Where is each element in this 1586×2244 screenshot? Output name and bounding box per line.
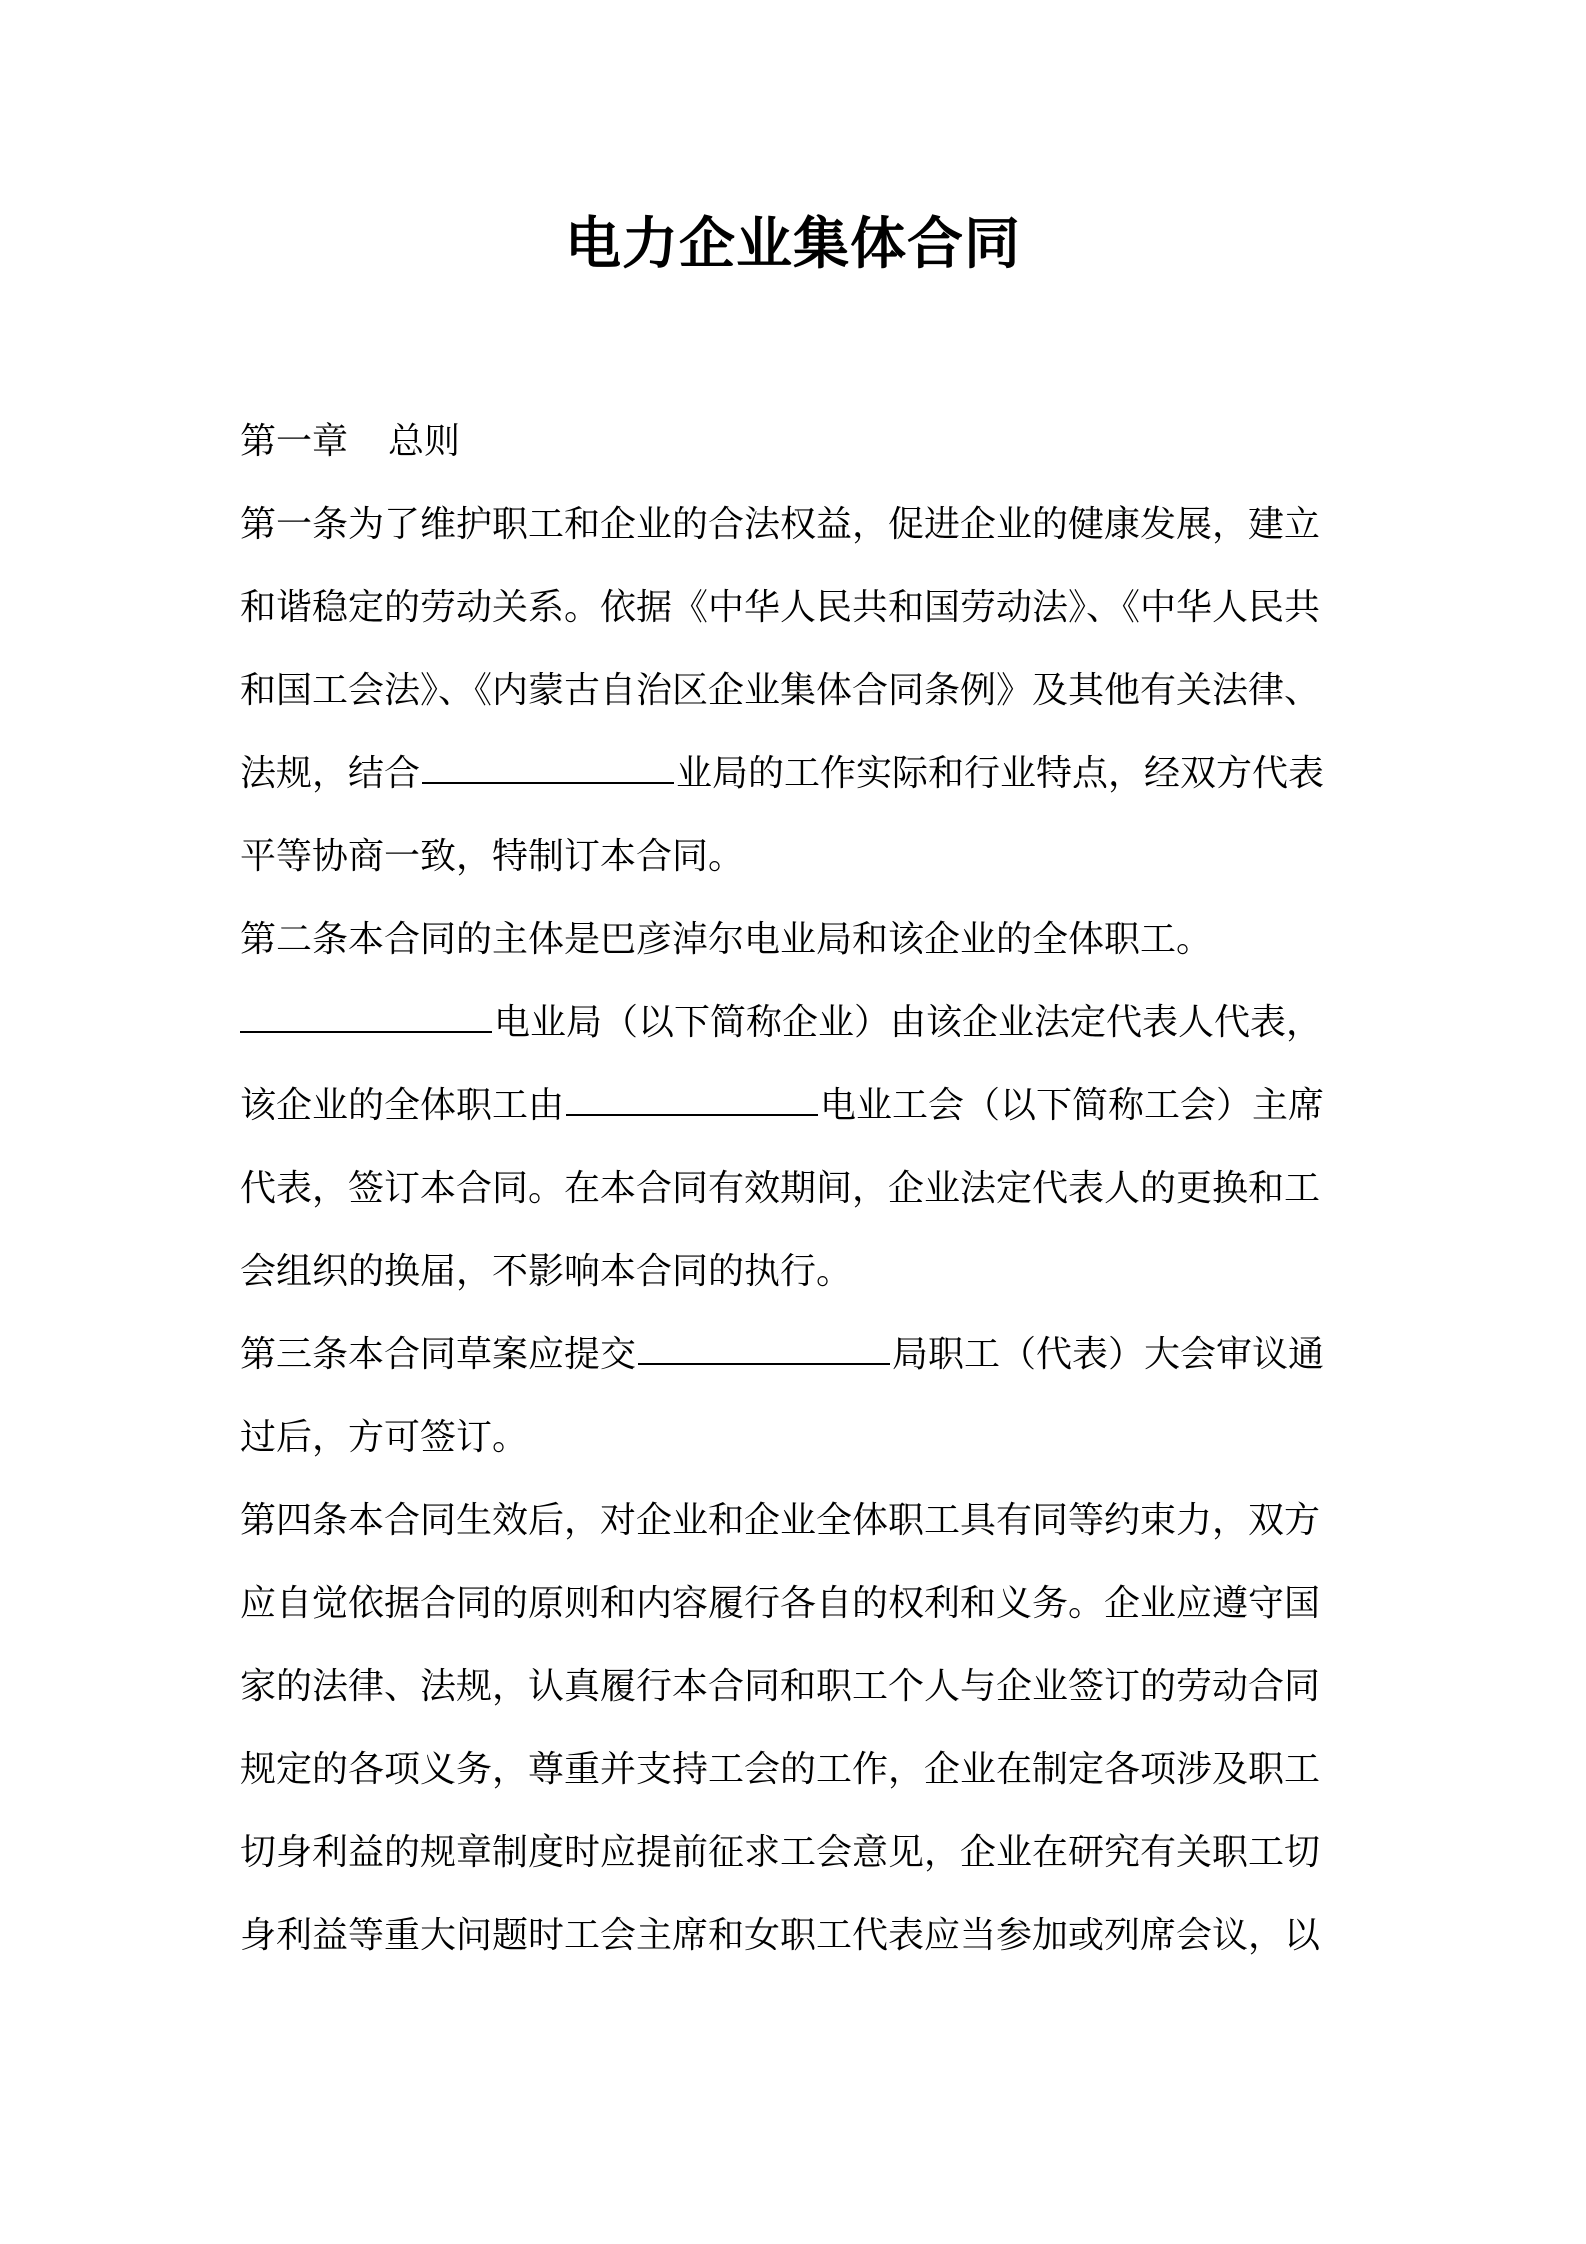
text-line: 该企业的全体职工由: [240, 1085, 565, 1126]
text-line: 和谐稳定的劳动关系。依据《中华人民共和国劳动法》、《中华人民共: [240, 587, 1321, 628]
text-line: 法规，结合: [240, 753, 421, 794]
text-line: 会组织的换届，不影响本合同的执行。: [240, 1251, 853, 1292]
article-4-line-2: [240, 1562, 1360, 1645]
text-line: 过后，方可签订。: [240, 1417, 529, 1458]
article-1-line-2: [240, 566, 1360, 649]
article-4-line-4: [240, 1728, 1360, 1811]
text-line: 应自觉依据合同的原则和内容履行各自的权利和义务。企业应遵守国: [240, 1583, 1321, 1624]
text-line: 第四条本合同生效后，对企业和企业全体职工具有同等约束力，双方: [240, 1500, 1321, 1541]
article-1-line-3: [240, 649, 1360, 732]
text-line: 身利益等重大问题时工会主席和女职工代表应当参加或列席会议，以: [240, 1915, 1321, 1956]
fill-in-blank[interactable]: [422, 752, 674, 784]
document-body: [240, 400, 1360, 1977]
chapter-label: 第一章: [240, 421, 349, 462]
article-2-line-5: [240, 1230, 1360, 1313]
article-2-line-1: [240, 898, 1360, 981]
article-4-line-6: [240, 1894, 1360, 1977]
text-line: 局职工（代表）大会审议通: [892, 1334, 1325, 1375]
text-line: 第三条本合同草案应提交: [240, 1334, 637, 1375]
article-3-line-1: [240, 1313, 1360, 1396]
text-line: 业局的工作实际和行业特点，经双方代表: [676, 753, 1325, 794]
text-line: 代表，签订本合同。在本合同有效期间，企业法定代表人的更换和工: [240, 1168, 1321, 1209]
text-line: 第一条为了维护职工和企业的合法权益，促进企业的健康发展，建立: [240, 504, 1321, 545]
text-line: 电业局（以下简称企业）由该企业法定代表人代表，: [494, 1002, 1323, 1043]
text-line: 电业工会（以下简称工会）主席: [820, 1085, 1325, 1126]
fill-in-blank[interactable]: [240, 1001, 492, 1033]
text-line: 规定的各项义务，尊重并支持工会的工作，企业在制定各项涉及职工: [240, 1749, 1321, 1790]
article-4-line-1: [240, 1479, 1360, 1562]
article-2-line-3: [240, 1064, 1360, 1147]
text-line: 切身利益的规章制度时应提前征求工会意见，企业在研究有关职工切: [240, 1832, 1321, 1873]
chapter-name: 总则: [388, 421, 461, 462]
article-1-line-5: [240, 815, 1360, 898]
text-line: 家的法律、法规，认真履行本合同和职工个人与企业签订的劳动合同: [240, 1666, 1321, 1707]
text-line: 第二条本合同的主体是巴彦淖尔电业局和该企业的全体职工。: [240, 919, 1213, 960]
fill-in-blank[interactable]: [566, 1084, 818, 1116]
article-1-line-1: [240, 483, 1360, 566]
text-line: 平等协商一致，特制订本合同。: [240, 836, 745, 877]
article-2-line-4: [240, 1147, 1360, 1230]
article-4-line-3: [240, 1645, 1360, 1728]
article-2-line-2: [240, 981, 1360, 1064]
article-1-line-4: [240, 732, 1360, 815]
document-title: 电力企业集体合同: [565, 212, 1021, 277]
article-3-line-2: [240, 1396, 1360, 1479]
chapter-heading: [240, 400, 1360, 483]
text-line: 和国工会法》、《内蒙古自治区企业集体合同条例》及其他有关法律、: [240, 670, 1321, 711]
article-4-line-5: [240, 1811, 1360, 1894]
fill-in-blank[interactable]: [638, 1333, 890, 1365]
